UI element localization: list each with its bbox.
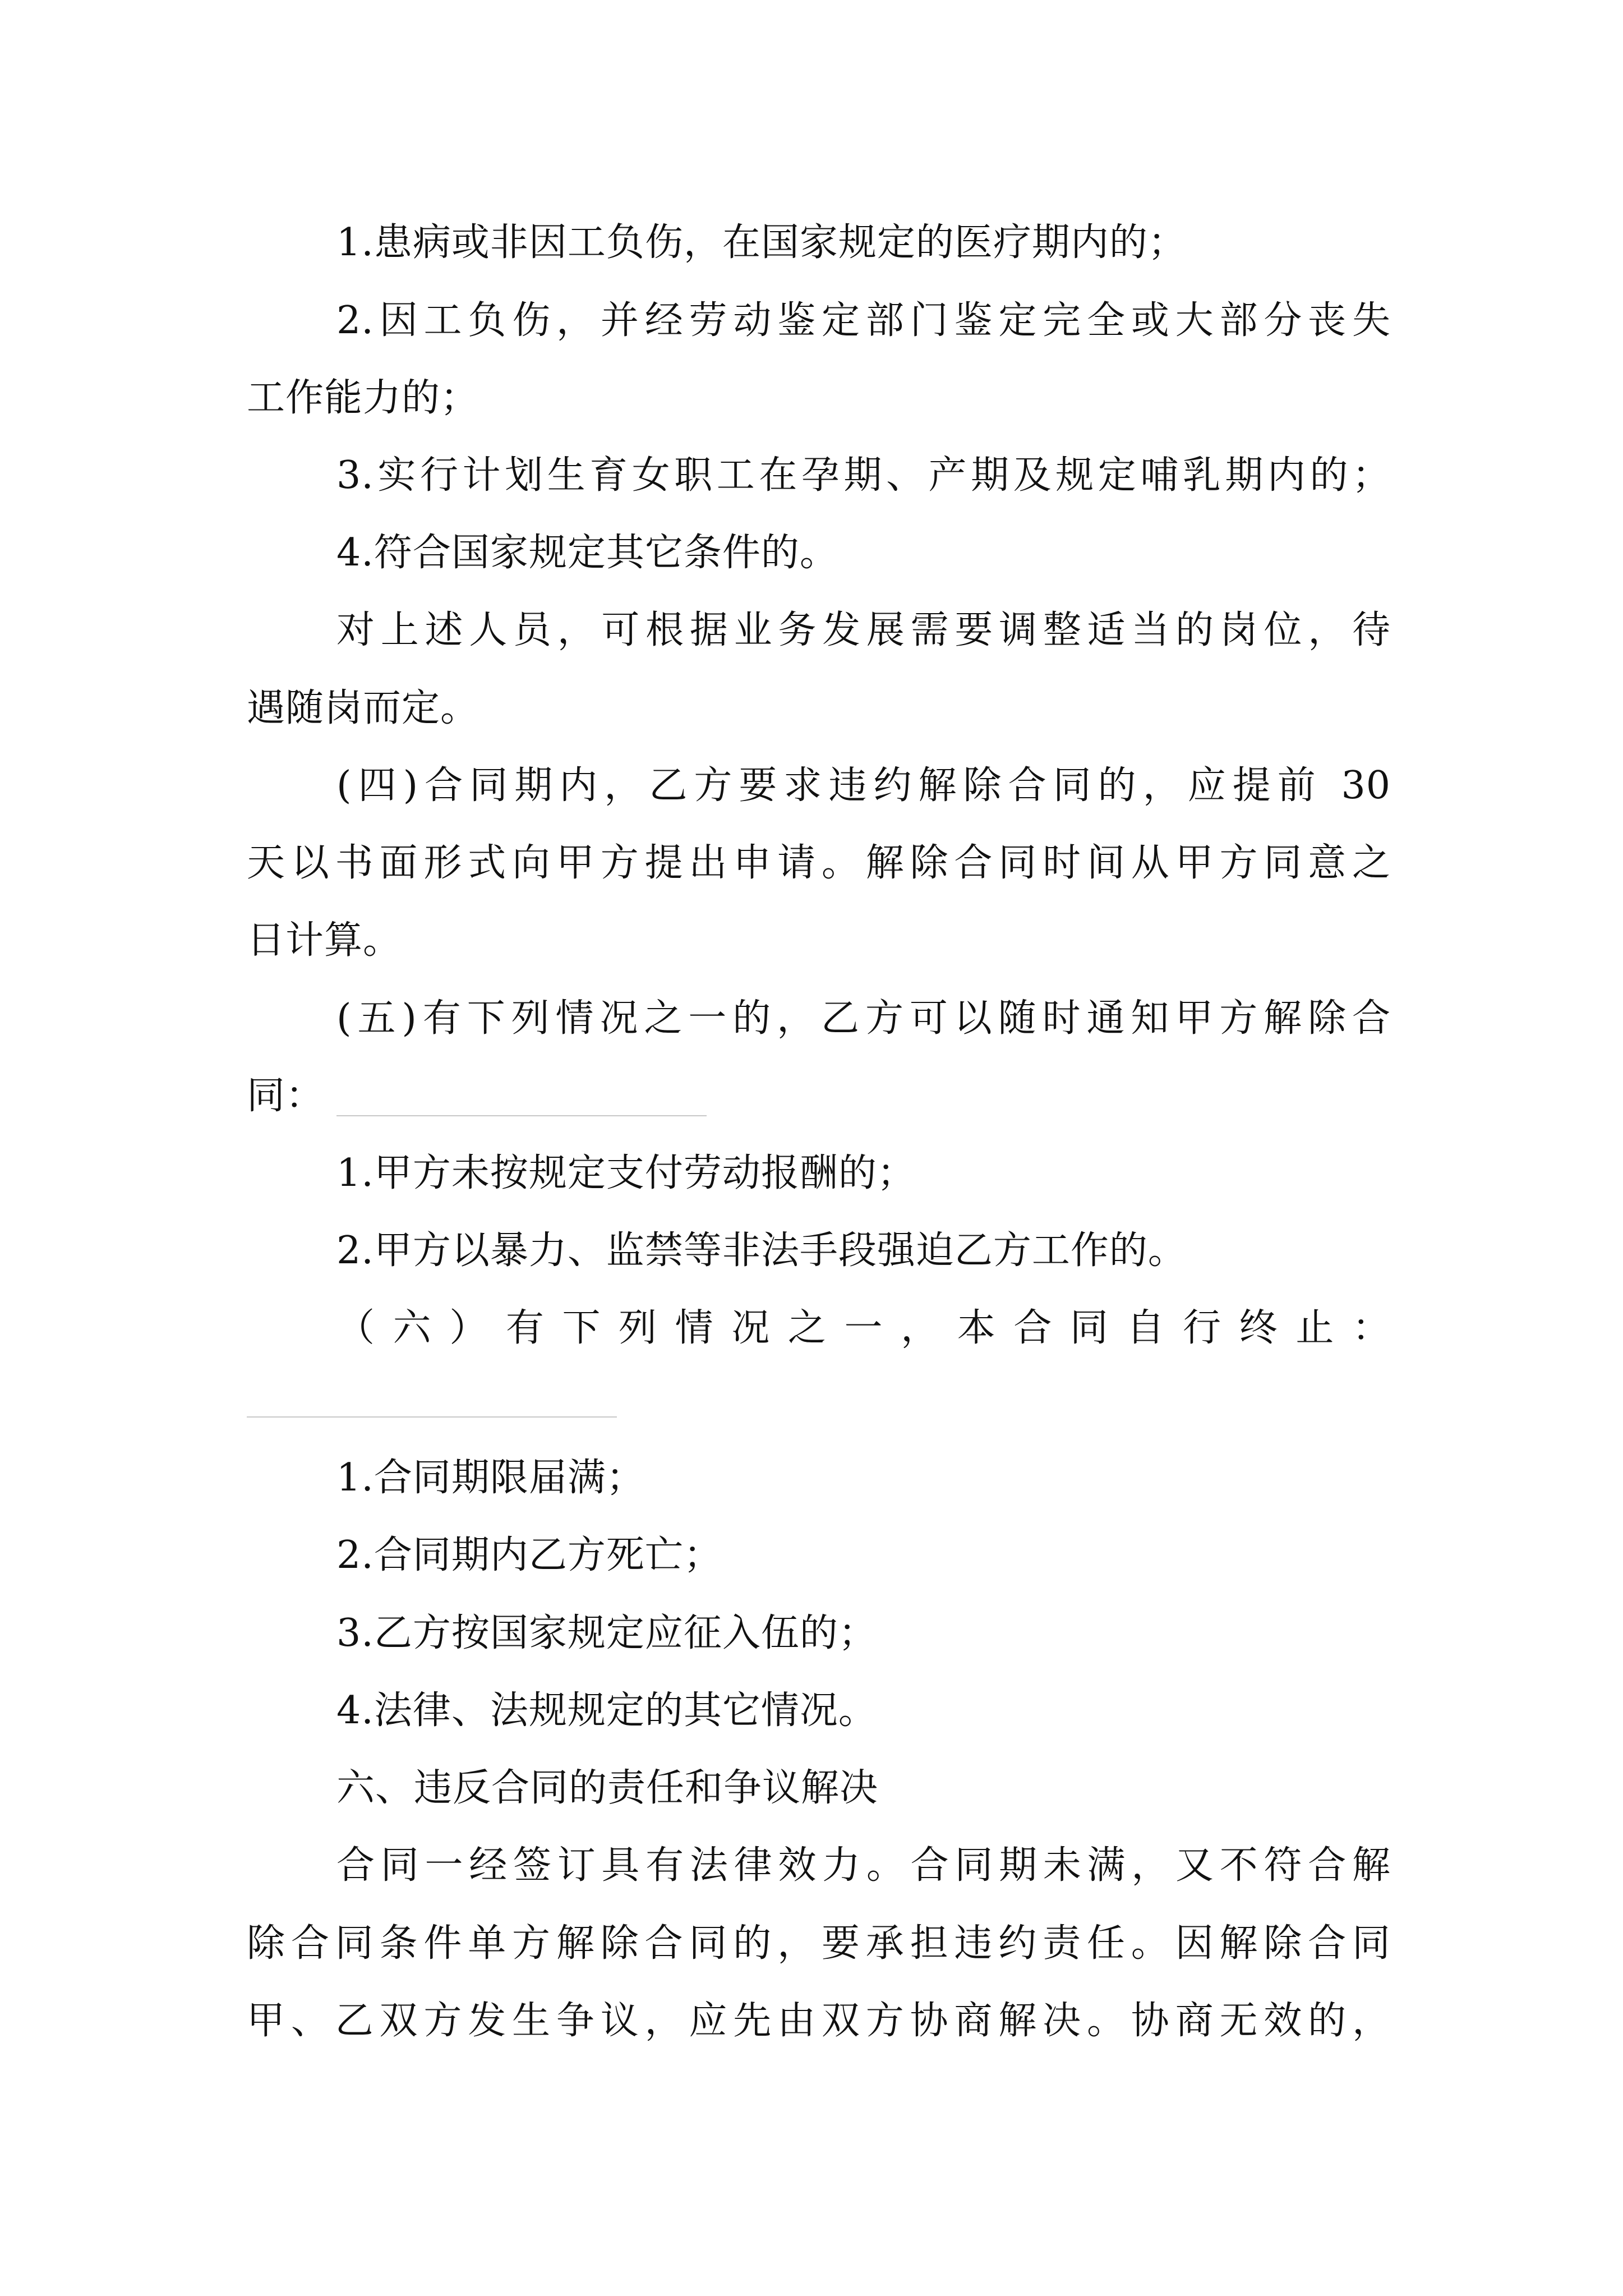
text-line: 2.甲方以暴力、监禁等非法手段强迫乙方工作的。 <box>336 1228 1187 1273</box>
fill-in-blank-line <box>247 1416 617 1418</box>
text-line: 1.患病或非因工负伤，在国家规定的医疗期内的； <box>336 220 1187 265</box>
text-line: 2.因工负伤，并经劳动鉴定部门鉴定完全或大部分丧失 <box>336 298 1391 343</box>
text-line: 同： <box>247 1074 325 1118</box>
text-line: 2.合同期内乙方死亡； <box>336 1533 722 1577</box>
text-line: 天以书面形式向甲方提出申请。解除合同时间从甲方同意之 <box>247 841 1391 885</box>
text-line: 1.甲方未按规定支付劳动报酬的； <box>336 1151 916 1195</box>
text-line: 甲、乙双方发生争议，应先由双方协商解决。协商无效的， <box>247 1999 1391 2043</box>
text-line: 遇随岗而定。 <box>247 686 479 730</box>
text-line: 日计算。 <box>247 918 402 963</box>
text-line: 4.符合国家规定其它条件的。 <box>336 531 838 575</box>
text-line: 4.法律、法规规定的其它情况。 <box>336 1688 877 1733</box>
text-line: 3.实行计划生育女职工在孕期、产期及规定哺乳期内的； <box>336 453 1391 498</box>
text-line: 1.合同期限届满； <box>336 1456 645 1500</box>
section-heading: 六、违反合同的责任和争议解决 <box>336 1766 879 1810</box>
fill-in-blank-line <box>336 1115 707 1116</box>
text-line: 工作能力的； <box>247 376 479 420</box>
text-line: 对上述人员，可根据业务发展需要调整适当的岗位，待 <box>336 608 1391 652</box>
text-line: （六）有下列情况之一，本合同自行终止： <box>336 1306 1391 1350</box>
text-line: 除合同条件单方解除合同的，要承担违约责任。因解除合同 <box>247 1921 1391 1966</box>
text-line: (五)有下列情况之一的，乙方可以随时通知甲方解除合 <box>336 996 1391 1041</box>
text-line: 3.乙方按国家规定应征入伍的； <box>336 1611 877 1655</box>
text-line: (四)合同期内，乙方要求违约解除合同的，应提前 30 <box>336 763 1391 808</box>
text-line: 合同一经签订具有法律效力。合同期未满，又不符合解 <box>336 1843 1391 1888</box>
